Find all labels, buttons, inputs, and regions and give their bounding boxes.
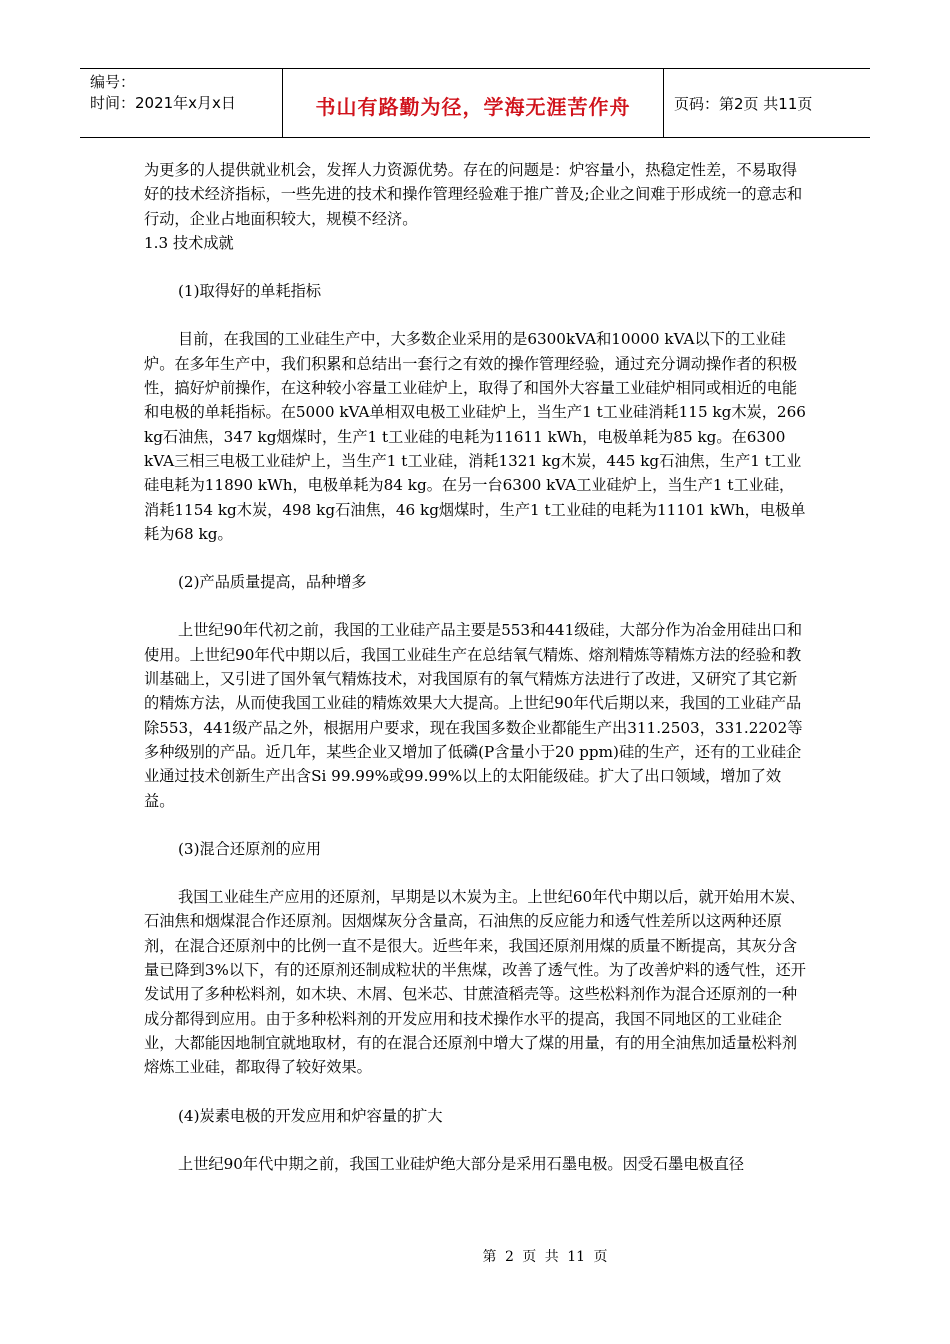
- paragraph: 目前，在我国的工业硅生产中，大多数企业采用的是6300kVA和10000 kVA以下的工业硅炉。在多年生产中，我们积累和总结出一套行之有效的操作管理经验，通过充分调动操作者的积极性，搞好炉前操作，在这种较小容量工业硅炉上，取得了和国外大容量工业硅炉相同或相近的电能和电极的单耗指标。在5000 kVA单相双电极工业硅炉上，当生产1 t工业硅消耗115 kg木炭，266 kg石油焦，347 kg烟煤时，生产1 t工业硅的电耗为11611 kWh，电极单耗为85 kg。在6300 kVA三相三电极工业硅炉上，当生产1 t工业硅，消耗1321 kg木炭，445 kg石油焦，生产1 t工业硅电耗为11890 kWh，电极单耗为84 kg。在另一台6300 kVA工业硅炉上，当生产1 t工业硅，消耗1154 kg木炭，498 kg石油焦，46 kg烟煤时，生产1 t工业硅的电耗为11101 kWh，电极单耗为68 kg。: [144, 330, 806, 543]
- paragraph: 我国工业硅生产应用的还原剂，早期是以木炭为主。上世纪60年代中期以后，就开始用木炭、石油焦和烟煤混合作还原剂。因烟煤灰分含量高，石油焦的反应能力和透气性差所以这两种还原剂，在混合还原剂中的比例一直不是很大。近些年来，我国还原剂用煤的质量不断提高，其灰分含量已降到3%以下，有的还原剂还制成粒状的半焦煤，改善了透气性。为了改善炉料的透气性，还开发试用了多种松料剂，如木块、木屑、包米芯、甘蔗渣稻壳等。这些松料剂作为混合还原剂的一种成分都得到应用。由于多种松料剂的开发应用和技术操作水平的提高，我国不同地区的工业硅企业，大都能因地制宜就地取材，有的在混合还原剂中增大了煤的用量，有的用全油焦加适量松料剂熔炼工业硅，都取得了较好效果。: [144, 888, 806, 1077]
- subheading: (4)炭素电极的开发应用和炉容量的扩大: [178, 1106, 443, 1125]
- header-page-info: 页码：第2页 共11页: [674, 95, 813, 113]
- document-number-label: 编号：: [90, 73, 136, 91]
- document-time-label: 时间：2021年x月x日: [90, 94, 236, 112]
- subheading: (1)取得好的单耗指标: [178, 282, 322, 301]
- header-motto: 书山有路勤为径，学海无涯苦作舟: [315, 95, 631, 119]
- section-heading: 1.3 技术成就: [144, 233, 234, 252]
- paragraph: 上世纪90年代初之前，我国的工业硅产品主要是553和441级硅，大部分作为冶金用硅出口和使用。上世纪90年代中期以后，我国工业硅生产在总结氧气精炼、熔剂精炼等精炼方法的经验和教训基础上，又引进了国外氧气精炼技术，对我国原有的氧气精炼方法进行了改进，又研究了其它新的精炼方法，从而使我国工业硅的精炼效果大大提高。上世纪90年代后期以来，我国的工业硅产品除553，441级产品之外，根据用户要求，现在我国多数企业都能生产出311.2503，331.2202等多种级别的产品。近几年，某些企业又增加了低磷(P含量小于20 ppm)硅的生产，还有的工业硅企业通过技术创新生产出含Si 99.99%或99.99%以上的太阳能级硅。扩大了出口领域，增加了效益。: [144, 621, 803, 810]
- header-meta: [80, 69, 282, 137]
- header-motto-cell: [282, 69, 664, 137]
- document-body: [144, 158, 808, 1176]
- paragraph: 上世纪90年代中期之前，我国工业硅炉绝大部分是采用石墨电极。因受石墨电极直径: [178, 1154, 745, 1173]
- page-footer: [0, 1246, 950, 1266]
- footer-page-number: 第 2 页 共 11 页: [482, 1249, 608, 1265]
- paragraph: 为更多的人提供就业机会，发挥人力资源优势。存在的问题是：炉容量小，热稳定性差，不易取得好的技术经济指标，一些先进的技术和操作管理经验难于推广普及;企业之间难于形成统一的意志和行动，企业占地面积较大，规模不经济。: [144, 161, 803, 228]
- subheading: (2)产品质量提高，品种增多: [178, 573, 367, 592]
- subheading: (3)混合还原剂的应用: [178, 839, 322, 858]
- header-page-cell: [662, 69, 870, 137]
- page-header: [80, 68, 870, 138]
